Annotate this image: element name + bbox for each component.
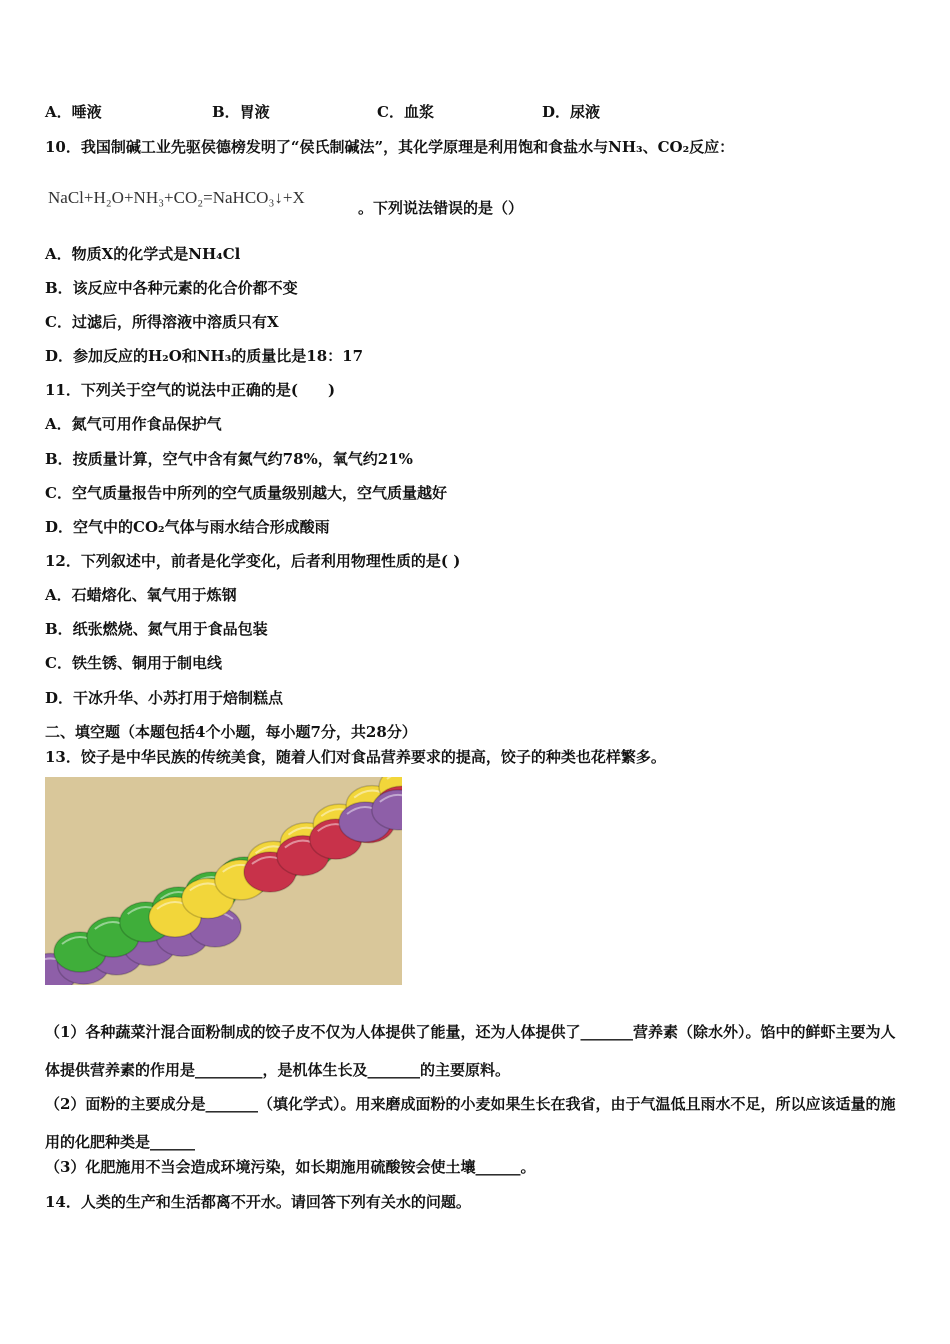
q12-stem: 12．下列叙述中，前者是化学变化，后者利用物理性质的是( ) (45, 552, 461, 570)
section-heading: 二、填空题（本题包括4个小题，每小题7分，共28分） (45, 723, 417, 741)
q14-stem: 14．人类的生产和生活都离不开水。请回答下列有关水的问题。 (45, 1193, 471, 1211)
q12-option-a: A．石蜡熔化、氧气用于炼钢 (45, 586, 237, 604)
q11-option-b: B．按质量计算，空气中含有氮气约78%，氧气约21% (45, 450, 413, 468)
q13-part3: （3）化肥施用不当会造成环境污染，如长期施用硫酸铵会使土壤______。 (45, 1158, 536, 1176)
q12-option-b: B．纸张燃烧、氮气用于食品包装 (45, 620, 268, 638)
q10-stem: 10．我国制碱工业先驱侯德榜发明了“侯氏制碱法”，其化学原理是利用饱和食盐水与NH₃、CO₂反应： (45, 138, 735, 156)
q13-part1: （1）各种蔬菜汁混合面粉制成的饺子皮不仅为人体提供了能量，还为人体提供了_______营养素（除水外）。馅中的鲜虾主要为人体提供营养素的作用是_________，是机体生长及_______的主要原料。 (45, 1023, 896, 1079)
q10-formula-tail: 。下列说法错误的是（） (358, 199, 524, 217)
q12-option-c: C．铁生锈、铜用于制电线 (45, 654, 222, 672)
dumplings-illustration (45, 777, 402, 985)
q9-options (45, 102, 745, 122)
q11-option-c: C．空气质量报告中所列的空气质量级别越大，空气质量越好 (45, 484, 447, 502)
q11-option-a: A．氮气可用作食品保护气 (45, 415, 222, 433)
q13-part2: （2）面粉的主要成分是_______（填化学式）。用来磨成面粉的小麦如果生长在我省，由于气温低且雨水不足，所以应该适量的施用的化肥种类是______ (45, 1095, 896, 1151)
q11-option-d: D．空气中的CO₂气体与雨水结合形成酸雨 (45, 518, 330, 536)
q10-option-a: A．物质X的化学式是NH₄Cl (45, 245, 241, 263)
q11-stem: 11．下列关于空气的说法中正确的是( ) (45, 381, 336, 399)
q9-option-d: D．尿液 (542, 103, 601, 121)
q10-option-b: B．该反应中各种元素的化合价都不变 (45, 279, 298, 297)
q12-option-d: D．干冰升华、小苏打用于焙制糕点 (45, 689, 284, 707)
q9-option-c: C．血浆 (377, 103, 434, 121)
q10-option-c: C．过滤后，所得溶液中溶质只有X (45, 313, 279, 331)
q10-formula: NaCl+H₂O+NH₃+CO₂=NaHCO₃↓+X (48, 188, 305, 207)
dumplings-photo (45, 777, 402, 985)
q9-option-a: A．唾液 (45, 103, 102, 121)
q10-option-d: D．参加反应的H₂O和NH₃的质量比是18：17 (45, 347, 364, 365)
q13-stem: 13．饺子是中华民族的传统美食，随着人们对食品营养要求的提高，饺子的种类也花样繁多。 (45, 748, 666, 766)
q9-option-b: B．胃液 (212, 103, 270, 121)
